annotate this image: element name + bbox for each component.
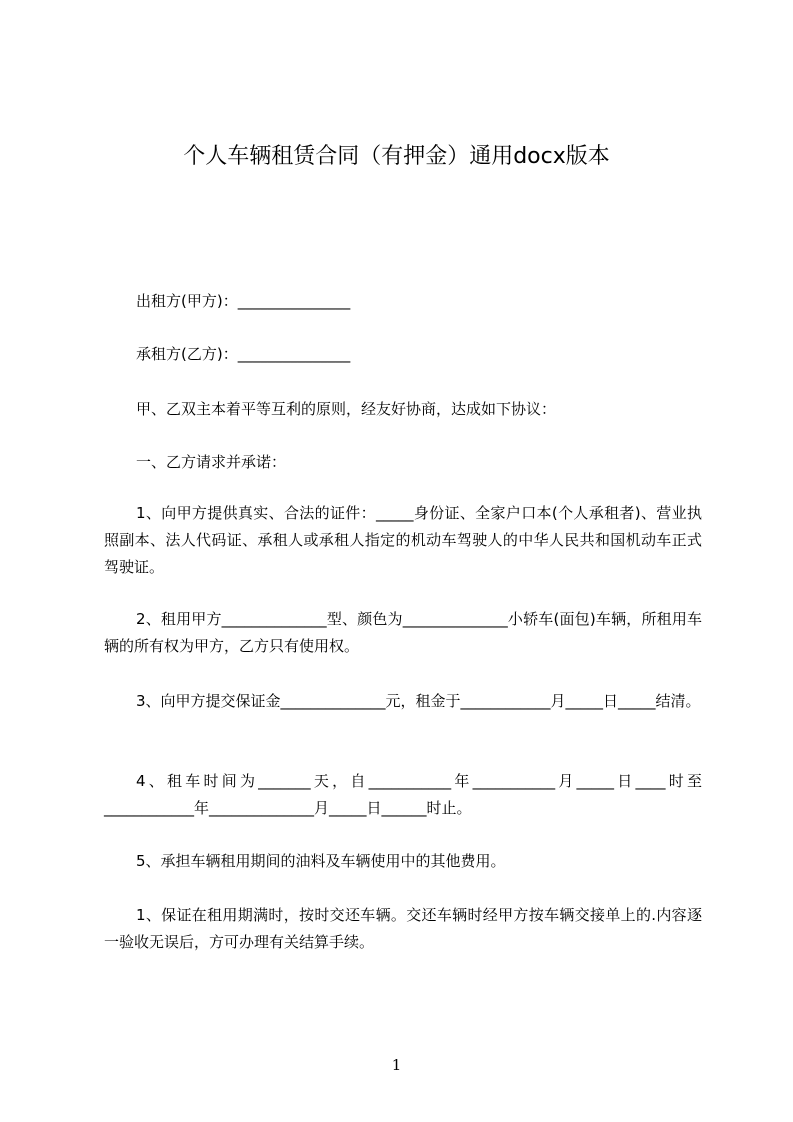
lessor-line: 出租方(甲方)：_______________ (136, 292, 351, 310)
lessee-line: 承租方(乙方)：_______________ (136, 345, 351, 363)
clause-5: 5、承担车辆租用期间的油料及车辆使用中的其他费用。 (136, 852, 506, 870)
clause-1: 1、向甲方提供真实、合法的证件：_____身份证、全家户口本(个人承租者)、营业执照副本、法人代码证、承租人或承租人指定的机动车驾驶人的中华人民共和国机动车正式驾驶证。 (104, 504, 702, 576)
clause-3: 3、向甲方提交保证金______________元，租金于____________月_____日_____结清。 (136, 692, 701, 710)
clause-return-vehicle: 1、保证在租用期满时，按时交还车辆。交还车辆时经甲方按车辆交接单上的.内容逐一验收无误后，方可办理有关结算手续。 (104, 906, 702, 951)
section-heading: 一、乙方请求并承诺： (136, 453, 287, 471)
clause-4: 4、租车时间为_______天，自___________年___________月_____日____时至____________年______________月_____日______时止。 (104, 772, 702, 817)
page-number: 1 (391, 1056, 402, 1074)
intro-paragraph: 甲、乙双主本着平等互利的原则，经友好协商，达成如下协议： (136, 400, 557, 418)
document-title: 个人车辆租赁合同（有押金）通用docx版本 (183, 144, 610, 169)
clause-2: 2、租用甲方______________型、颜色为______________小轿车(面包)车辆，所租用车辆的所有权为甲方，乙方只有使用权。 (104, 610, 702, 655)
